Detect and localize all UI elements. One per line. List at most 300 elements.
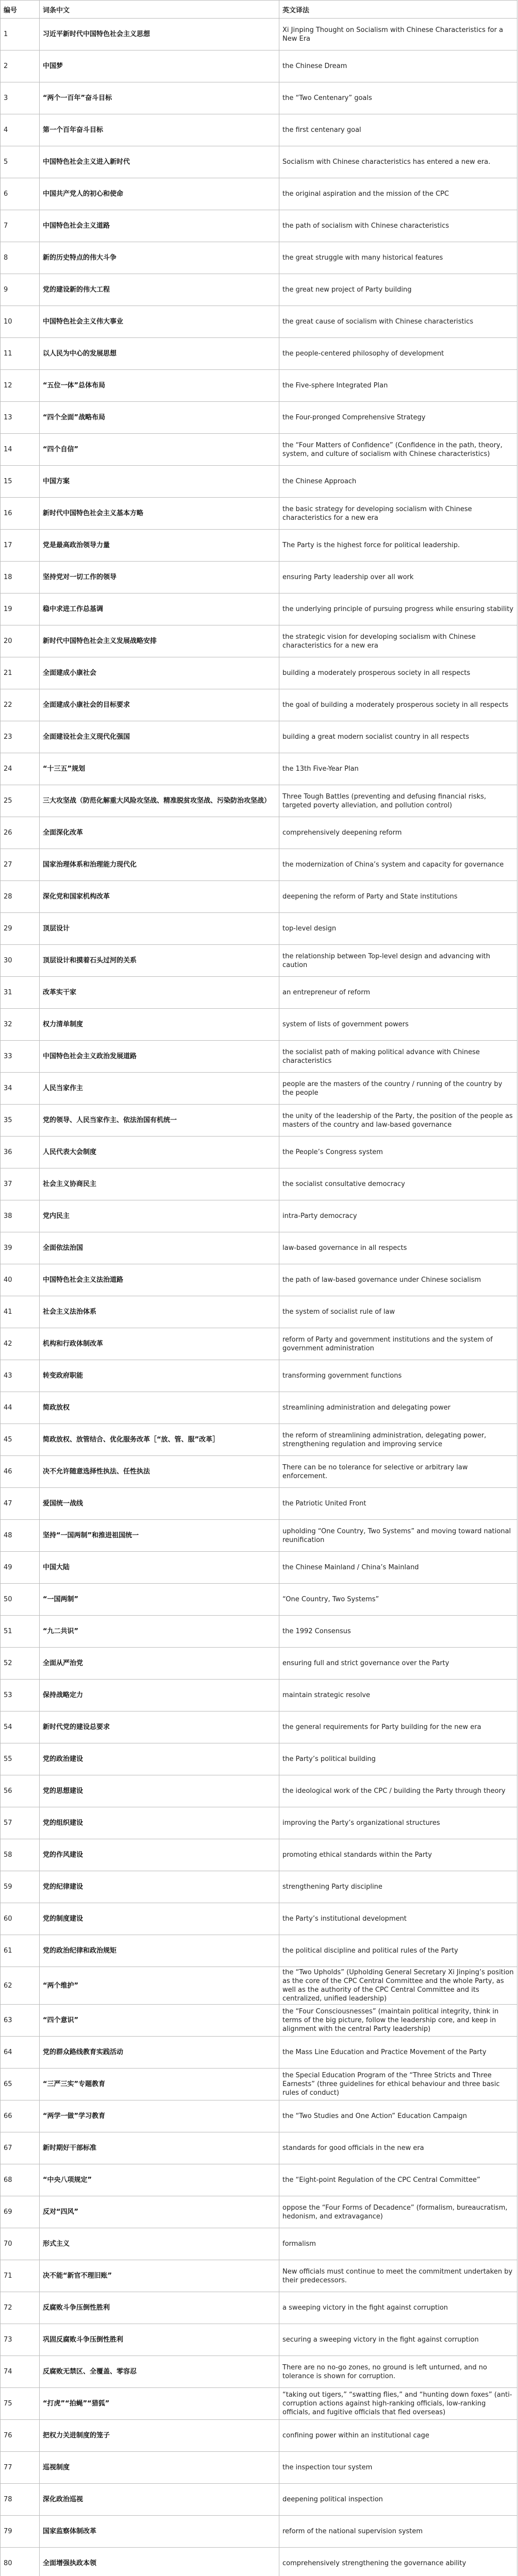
chinese-term: “四个全面”战略布局 (40, 402, 279, 434)
english-translation: the “Eight-point Regulation of the CPC Central Committee” (279, 2164, 517, 2196)
english-translation: people are the masters of the country / running of the country by the people (279, 1073, 517, 1105)
chinese-term: 人民当家作主 (40, 1073, 279, 1105)
english-translation: the goal of building a moderately prosperous society in all respects (279, 689, 517, 721)
chinese-term: 深化党和国家机构改革 (40, 881, 279, 913)
english-translation: law-based governance in all respects (279, 1232, 517, 1264)
term-number: 72 (1, 2292, 40, 2324)
english-translation: the great cause of socialism with Chinese characteristics (279, 306, 517, 338)
english-translation: the system of socialist rule of law (279, 1296, 517, 1328)
english-translation: the 13th Five-Year Plan (279, 753, 517, 785)
table-row (1, 82, 517, 114)
table-row (1, 1743, 517, 1775)
term-number: 61 (1, 1935, 40, 1967)
table-row (1, 2005, 517, 2037)
chinese-term: 决不允许随意选择性执法、任性执法 (40, 1456, 279, 1488)
term-number: 69 (1, 2196, 40, 2228)
table-row (1, 210, 517, 242)
english-translation: the “Four Matters of Confidence” (Confidence in the path, theory, system, and culture of socialism with Chinese characteristics) (279, 434, 517, 466)
term-number: 73 (1, 2324, 40, 2356)
chinese-term: 巡视制度 (40, 2452, 279, 2484)
chinese-term: 人民代表大会制度 (40, 1137, 279, 1168)
chinese-term: 爱国统一战线 (40, 1488, 279, 1520)
table-row (1, 498, 517, 530)
english-translation: the underlying principle of pursuing progress while ensuring stability (279, 594, 517, 625)
table-row (1, 657, 517, 689)
table-row (1, 594, 517, 625)
chinese-term: 全面从严治党 (40, 1648, 279, 1680)
english-translation: the Patriotic United Front (279, 1488, 517, 1520)
english-translation: comprehensively deepening reform (279, 817, 517, 849)
chinese-term: 国家治理体系和治理能力现代化 (40, 849, 279, 881)
english-translation: the basic strategy for developing socialism with Chinese characteristics for a new era (279, 498, 517, 530)
chinese-term: 党的作风建设 (40, 1839, 279, 1871)
table-row (1, 2228, 517, 2260)
table-row (1, 562, 517, 594)
english-translation: oppose the “Four Forms of Decadence” (formalism, bureaucratism, hedonism, and extravagance) (279, 2196, 517, 2228)
chinese-term: 国家监察体制改革 (40, 2516, 279, 2548)
term-number: 51 (1, 1616, 40, 1648)
table-row (1, 2069, 517, 2100)
table-row (1, 1520, 517, 1552)
table-row (1, 530, 517, 562)
chinese-term: 习近平新时代中国特色社会主义思想 (40, 19, 279, 50)
term-number: 37 (1, 1168, 40, 1200)
table-row (1, 370, 517, 402)
term-number: 2 (1, 50, 40, 82)
table-row (1, 2260, 517, 2292)
table-row (1, 1232, 517, 1264)
chinese-term: 形式主义 (40, 2228, 279, 2260)
term-number: 52 (1, 1648, 40, 1680)
table-row (1, 1552, 517, 1584)
english-translation: reform of the national supervision system (279, 2516, 517, 2548)
table-row (1, 2037, 517, 2069)
english-translation: the People’s Congress system (279, 1137, 517, 1168)
chinese-term: 全面深化改革 (40, 817, 279, 849)
term-number: 7 (1, 210, 40, 242)
chinese-term: 党的建设新的伟大工程 (40, 274, 279, 306)
english-translation: the Chinese Approach (279, 466, 517, 498)
english-translation: the ideological work of the CPC / building the Party through theory (279, 1775, 517, 1807)
term-number: 23 (1, 721, 40, 753)
chinese-term: 顶层设计和摸着石头过河的关系 (40, 945, 279, 977)
term-number: 13 (1, 402, 40, 434)
term-number: 20 (1, 625, 40, 657)
chinese-term: 党的纪律建设 (40, 1871, 279, 1903)
header-chinese-term: 词条中文 (40, 1, 279, 19)
english-translation: a sweeping victory in the fight against corruption (279, 2292, 517, 2324)
english-translation: the “Two Studies and One Action” Education Campaign (279, 2100, 517, 2132)
table-row (1, 1648, 517, 1680)
table-row (1, 1392, 517, 1424)
table-row (1, 1328, 517, 1360)
chinese-term: 全面建成小康社会的目标要求 (40, 689, 279, 721)
chinese-term: 反腐败斗争压倒性胜利 (40, 2292, 279, 2324)
table-row (1, 1424, 517, 1456)
english-translation: an entrepreneur of reform (279, 977, 517, 1009)
chinese-term: 简政放权 (40, 1392, 279, 1424)
chinese-term: 反腐败无禁区、全覆盖、零容忍 (40, 2356, 279, 2388)
english-translation: the “Two Centenary” goals (279, 82, 517, 114)
term-number: 50 (1, 1584, 40, 1616)
chinese-term: 新时代中国特色社会主义基本方略 (40, 498, 279, 530)
table-row (1, 1296, 517, 1328)
table-row (1, 2356, 517, 2388)
english-translation: building a great modern socialist country in all respects (279, 721, 517, 753)
table-row (1, 2132, 517, 2164)
table-row (1, 1009, 517, 1041)
table-row (1, 1871, 517, 1903)
english-translation: Xi Jinping Thought on Socialism with Chinese Characteristics for a New Era (279, 19, 517, 50)
term-number: 1 (1, 19, 40, 50)
term-number: 47 (1, 1488, 40, 1520)
term-number: 21 (1, 657, 40, 689)
english-translation: improving the Party’s organizational structures (279, 1807, 517, 1839)
english-translation: the first centenary goal (279, 114, 517, 146)
term-number: 46 (1, 1456, 40, 1488)
chinese-term: 改革实干家 (40, 977, 279, 1009)
term-number: 77 (1, 2452, 40, 2484)
table-row (1, 402, 517, 434)
term-number: 75 (1, 2388, 40, 2420)
term-number: 25 (1, 785, 40, 817)
english-translation: the relationship between Top-level design and advancing with caution (279, 945, 517, 977)
chinese-term: 党的组织建设 (40, 1807, 279, 1839)
english-translation: top-level design (279, 913, 517, 945)
table-row (1, 434, 517, 466)
term-number: 28 (1, 881, 40, 913)
table-row (1, 146, 517, 178)
chinese-term: “两学一做”学习教育 (40, 2100, 279, 2132)
chinese-term: 全面建成小康社会 (40, 657, 279, 689)
english-translation: comprehensively strengthening the governance ability (279, 2548, 517, 2576)
header-number: 编号 (1, 1, 40, 19)
chinese-term: “打虎”“拍蝇”“猎狐” (40, 2388, 279, 2420)
chinese-term: 党是最高政治领导力量 (40, 530, 279, 562)
term-number: 43 (1, 1360, 40, 1392)
english-translation: Socialism with Chinese characteristics has entered a new era. (279, 146, 517, 178)
english-translation: confining power within an institutional cage (279, 2420, 517, 2452)
english-translation: “One Country, Two Systems” (279, 1584, 517, 1616)
chinese-term: 新时代党的建设总要求 (40, 1711, 279, 1743)
term-number: 70 (1, 2228, 40, 2260)
chinese-term: 稳中求进工作总基调 (40, 594, 279, 625)
term-number: 71 (1, 2260, 40, 2292)
chinese-term: 党内民主 (40, 1200, 279, 1232)
chinese-term: 党的政治建设 (40, 1743, 279, 1775)
chinese-term: “四个意识” (40, 2005, 279, 2037)
table-row (1, 50, 517, 82)
chinese-term: 社会主义法治体系 (40, 1296, 279, 1328)
chinese-term: 党的领导、人民当家作主、依法治国有机统一 (40, 1105, 279, 1137)
english-translation: Three Tough Battles (preventing and defusing financial risks, targeted poverty alleviation, and pollution control) (279, 785, 517, 817)
chinese-term: 把权力关进制度的笼子 (40, 2420, 279, 2452)
term-number: 35 (1, 1105, 40, 1137)
chinese-term: 社会主义协商民主 (40, 1168, 279, 1200)
english-translation: system of lists of government powers (279, 1009, 517, 1041)
chinese-term: 中国方案 (40, 466, 279, 498)
table-row (1, 785, 517, 817)
term-number: 36 (1, 1137, 40, 1168)
term-number: 54 (1, 1711, 40, 1743)
english-translation: maintain strategic resolve (279, 1680, 517, 1711)
chinese-term: 坚持“一国两制”和推进祖国统一 (40, 1520, 279, 1552)
term-number: 5 (1, 146, 40, 178)
term-number: 64 (1, 2037, 40, 2069)
table-row (1, 913, 517, 945)
term-number: 16 (1, 498, 40, 530)
table-row (1, 466, 517, 498)
english-translation: There are no no-go zones, no ground is left unturned, and no tolerance is shown for corruption. (279, 2356, 517, 2388)
english-translation: the socialist consultative democracy (279, 1168, 517, 1200)
term-number: 59 (1, 1871, 40, 1903)
english-translation: building a moderately prosperous society in all respects (279, 657, 517, 689)
term-number: 15 (1, 466, 40, 498)
table-row (1, 945, 517, 977)
chinese-term: 全面增强执政本领 (40, 2548, 279, 2576)
term-number: 62 (1, 1967, 40, 2005)
table-row (1, 114, 517, 146)
english-translation: the socialist path of making political advance with Chinese characteristics (279, 1041, 517, 1073)
table-row (1, 1775, 517, 1807)
chinese-term: “五位一体”总体布局 (40, 370, 279, 402)
table-row (1, 1584, 517, 1616)
chinese-term: 新时代中国特色社会主义发展战略安排 (40, 625, 279, 657)
english-translation: the great struggle with many historical features (279, 242, 517, 274)
english-translation: the “Four Consciousnesses” (maintain political integrity, think in terms of the big picture, follow the leadership core, and keep in alignment with the central Party leadership) (279, 2005, 517, 2037)
english-translation: deepening political inspection (279, 2484, 517, 2516)
term-number: 30 (1, 945, 40, 977)
table-row (1, 1711, 517, 1743)
chinese-term: 全面依法治国 (40, 1232, 279, 1264)
chinese-term: 简政放权、放管结合、优化服务改革［“放、管、服”改革］ (40, 1424, 279, 1456)
term-number: 79 (1, 2516, 40, 2548)
chinese-term: 中国共产党人的初心和使命 (40, 178, 279, 210)
english-translation: promoting ethical standards within the Party (279, 1839, 517, 1871)
chinese-term: 党的政治纪律和政治规矩 (40, 1935, 279, 1967)
english-translation: the path of law-based governance under Chinese socialism (279, 1264, 517, 1296)
english-translation: the general requirements for Party building for the new era (279, 1711, 517, 1743)
term-number: 26 (1, 817, 40, 849)
table-row (1, 1264, 517, 1296)
english-translation: the political discipline and political rules of the Party (279, 1935, 517, 1967)
english-translation: the Four-pronged Comprehensive Strategy (279, 402, 517, 434)
term-number: 67 (1, 2132, 40, 2164)
term-number: 57 (1, 1807, 40, 1839)
term-number: 56 (1, 1775, 40, 1807)
english-translation: the inspection tour system (279, 2452, 517, 2484)
table-row (1, 1200, 517, 1232)
table-row (1, 2292, 517, 2324)
chinese-term: 党的制度建设 (40, 1903, 279, 1935)
english-translation: streamlining administration and delegating power (279, 1392, 517, 1424)
chinese-term: 中国特色社会主义进入新时代 (40, 146, 279, 178)
english-translation: strengthening Party discipline (279, 1871, 517, 1903)
english-translation: the Five-sphere Integrated Plan (279, 370, 517, 402)
term-number: 29 (1, 913, 40, 945)
term-number: 80 (1, 2548, 40, 2576)
english-translation: reform of Party and government institutions and the system of government administration (279, 1328, 517, 1360)
english-translation: standards for good officials in the new era (279, 2132, 517, 2164)
term-number: 33 (1, 1041, 40, 1073)
term-number: 3 (1, 82, 40, 114)
chinese-term: 巩固反腐败斗争压倒性胜利 (40, 2324, 279, 2356)
english-translation: ensuring full and strict governance over the Party (279, 1648, 517, 1680)
table-row (1, 1360, 517, 1392)
table-row (1, 817, 517, 849)
term-number: 39 (1, 1232, 40, 1264)
table-row (1, 2452, 517, 2484)
table-row (1, 1935, 517, 1967)
term-number: 63 (1, 2005, 40, 2037)
chinese-term: 坚持党对一切工作的领导 (40, 562, 279, 594)
chinese-term: 党的群众路线教育实践活动 (40, 2037, 279, 2069)
english-translation: “taking out tigers,” “swatting flies,” and “hunting down foxes” (anti-corruption actions against high-ranking officials, low-ranking officials, and fugitive officials that fled overseas) (279, 2388, 517, 2420)
table-row (1, 2516, 517, 2548)
english-translation: the original aspiration and the mission of the CPC (279, 178, 517, 210)
chinese-term: 保持战略定力 (40, 1680, 279, 1711)
table-row (1, 2100, 517, 2132)
term-number: 24 (1, 753, 40, 785)
chinese-term: 中国大陆 (40, 1552, 279, 1584)
term-number: 66 (1, 2100, 40, 2132)
term-number: 27 (1, 849, 40, 881)
term-number: 49 (1, 1552, 40, 1584)
chinese-term: 以人民为中心的发展思想 (40, 338, 279, 370)
chinese-term: 党的思想建设 (40, 1775, 279, 1807)
chinese-term: 中国特色社会主义伟大事业 (40, 306, 279, 338)
table-row (1, 1073, 517, 1105)
english-translation: the great new project of Party building (279, 274, 517, 306)
table-row (1, 1839, 517, 1871)
table-row (1, 1680, 517, 1711)
chinese-term: “十三五”规划 (40, 753, 279, 785)
term-number: 31 (1, 977, 40, 1009)
english-translation: the strategic vision for developing socialism with Chinese characteristics for a new era (279, 625, 517, 657)
chinese-term: “两个一百年”奋斗目标 (40, 82, 279, 114)
term-number: 4 (1, 114, 40, 146)
english-translation: the path of socialism with Chinese characteristics (279, 210, 517, 242)
chinese-term: “两个维护” (40, 1967, 279, 2005)
term-number: 22 (1, 689, 40, 721)
chinese-term: 新的历史特点的伟大斗争 (40, 242, 279, 274)
table-row (1, 306, 517, 338)
term-number: 11 (1, 338, 40, 370)
chinese-term: “一国两制” (40, 1584, 279, 1616)
english-translation: the Party’s political building (279, 1743, 517, 1775)
term-number: 68 (1, 2164, 40, 2196)
chinese-term: 三大攻坚战（防范化解重大风险攻坚战、精准脱贫攻坚战、污染防治攻坚战） (40, 785, 279, 817)
table-row (1, 1041, 517, 1073)
table-row (1, 753, 517, 785)
header-english-translation: 英文译法 (279, 1, 517, 19)
english-translation: deepening the reform of Party and State institutions (279, 881, 517, 913)
term-number: 6 (1, 178, 40, 210)
chinese-term: 权力清单制度 (40, 1009, 279, 1041)
term-number: 55 (1, 1743, 40, 1775)
english-translation: upholding “One Country, Two Systems” and moving toward national reunification (279, 1520, 517, 1552)
table-row (1, 2420, 517, 2452)
term-number: 42 (1, 1328, 40, 1360)
table-row (1, 1105, 517, 1137)
term-number: 12 (1, 370, 40, 402)
chinese-term: 决不能“新官不理旧账” (40, 2260, 279, 2292)
term-number: 58 (1, 1839, 40, 1871)
term-number: 74 (1, 2356, 40, 2388)
term-number: 14 (1, 434, 40, 466)
english-translation: transforming government functions (279, 1360, 517, 1392)
english-translation: The Party is the highest force for political leadership. (279, 530, 517, 562)
chinese-term: “中央八项规定” (40, 2164, 279, 2196)
term-number: 32 (1, 1009, 40, 1041)
chinese-term: 全面建设社会主义现代化强国 (40, 721, 279, 753)
english-translation: New officials must continue to meet the commitment undertaken by their predecessors. (279, 2260, 517, 2292)
table-row (1, 242, 517, 274)
english-translation: the Mass Line Education and Practice Movement of the Party (279, 2037, 517, 2069)
table-row (1, 1168, 517, 1200)
english-translation: the unity of the leadership of the Party, the position of the people as masters of the country and law-based governance (279, 1105, 517, 1137)
english-translation: formalism (279, 2228, 517, 2260)
chinese-term: 顶层设计 (40, 913, 279, 945)
table-row (1, 977, 517, 1009)
table-row (1, 178, 517, 210)
table-row (1, 2196, 517, 2228)
term-number: 44 (1, 1392, 40, 1424)
term-number: 8 (1, 242, 40, 274)
table-row (1, 2164, 517, 2196)
term-number: 48 (1, 1520, 40, 1552)
chinese-term: 反对“四风” (40, 2196, 279, 2228)
table-row (1, 338, 517, 370)
english-translation: There can be no tolerance for selective or arbitrary law enforcement. (279, 1456, 517, 1488)
table-row (1, 2548, 517, 2576)
table-row (1, 1137, 517, 1168)
chinese-term: 第一个百年奋斗目标 (40, 114, 279, 146)
english-translation: intra-Party democracy (279, 1200, 517, 1232)
english-translation: the Chinese Mainland / China’s Mainland (279, 1552, 517, 1584)
table-row (1, 19, 517, 50)
term-number: 9 (1, 274, 40, 306)
english-translation: the reform of streamlining administration, delegating power, strengthening regulation and improving service (279, 1424, 517, 1456)
table-row (1, 721, 517, 753)
term-number: 34 (1, 1073, 40, 1105)
term-number: 78 (1, 2484, 40, 2516)
chinese-term: 新时期好干部标准 (40, 2132, 279, 2164)
table-row (1, 274, 517, 306)
table-row (1, 2324, 517, 2356)
chinese-term: 深化政治巡视 (40, 2484, 279, 2516)
table-row (1, 1488, 517, 1520)
table-row (1, 1967, 517, 2005)
term-number: 38 (1, 1200, 40, 1232)
table-row (1, 689, 517, 721)
english-translation: the Special Education Program of the “Three Stricts and Three Earnests” (three guidelines for ethical behaviour and three basic rules of conduct) (279, 2069, 517, 2100)
term-number: 17 (1, 530, 40, 562)
chinese-term: “四个自信” (40, 434, 279, 466)
english-translation: ensuring Party leadership over all work (279, 562, 517, 594)
english-translation: the people-centered philosophy of development (279, 338, 517, 370)
chinese-term: 中国特色社会主义道路 (40, 210, 279, 242)
english-translation: the Chinese Dream (279, 50, 517, 82)
chinese-term: 中国特色社会主义政治发展道路 (40, 1041, 279, 1073)
chinese-term: “九二共识” (40, 1616, 279, 1648)
term-number: 53 (1, 1680, 40, 1711)
chinese-term: 机构和行政体制改革 (40, 1328, 279, 1360)
table-row (1, 2388, 517, 2420)
english-translation: the 1992 Consensus (279, 1616, 517, 1648)
term-number: 76 (1, 2420, 40, 2452)
header-row (1, 1, 517, 19)
